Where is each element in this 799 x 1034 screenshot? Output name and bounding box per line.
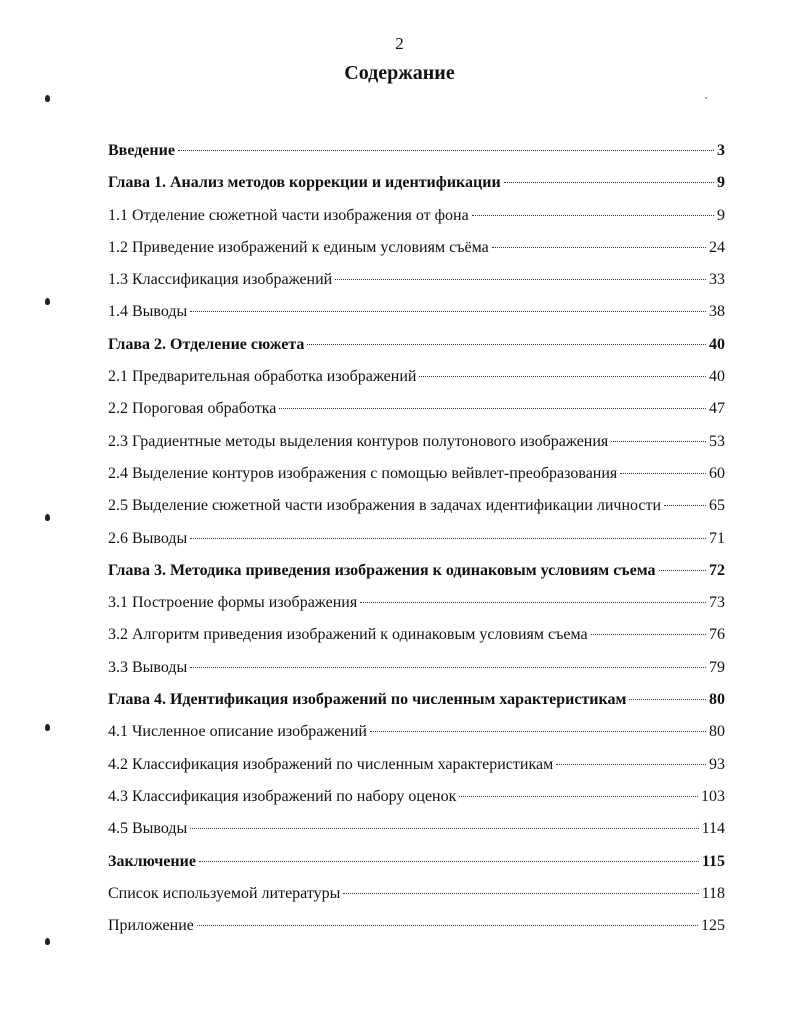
toc-entry-label: Заключение (108, 852, 196, 870)
toc-entry-label: 3.2 Алгоритм приведения изображений к одинаковым условиям съема (108, 626, 588, 644)
toc-entry (108, 267, 725, 299)
toc-entry-page: 76 (709, 626, 725, 644)
toc-entry (108, 429, 725, 461)
toc-entry (108, 881, 725, 913)
toc-entry (108, 719, 725, 751)
dot-leader (659, 570, 706, 571)
toc-entry-label: 4.3 Классификация изображений по набору оценок (108, 787, 457, 805)
toc-entry-label: 3.3 Выводы (108, 658, 188, 676)
toc-entry-page: 72 (709, 561, 725, 579)
dot-leader (335, 279, 706, 280)
dot-leader (190, 538, 706, 539)
toc-entry-page: 103 (701, 787, 725, 805)
toc-entry-label: Глава 2. Отделение сюжета (108, 335, 305, 353)
dot-leader (472, 215, 714, 216)
toc-entry-label: 4.1 Численное описание изображений (108, 723, 367, 741)
toc-entry-label: 1.2 Приведение изображений к единым условиям съёма (108, 238, 489, 256)
toc-entry (108, 687, 725, 719)
toc-entry-page: 40 (709, 368, 725, 386)
dot-leader (504, 182, 714, 183)
dot-leader (307, 344, 706, 345)
toc-entry-label: 2.1 Предварительная обработка изображений (108, 368, 417, 386)
toc-entry-label: 2.6 Выводы (108, 529, 188, 547)
toc-entry-label: 1.1 Отделение сюжетной части изображения от фона (108, 206, 469, 224)
toc-entry-page: 125 (701, 917, 725, 935)
toc-entry (108, 493, 725, 525)
toc-entry-label: Введение (108, 142, 175, 159)
toc-entry-label: 4.2 Классификация изображений по численным характеристикам (108, 755, 554, 773)
toc-entry (108, 203, 725, 235)
scan-speck (705, 97, 707, 99)
toc-entry-label: Приложение (108, 917, 194, 935)
dot-leader (197, 925, 698, 926)
toc-entry (108, 849, 725, 881)
dot-leader (556, 764, 706, 765)
toc-entry-page: 80 (709, 691, 725, 709)
toc-entry-page: 9 (717, 174, 725, 192)
toc-entry (108, 138, 725, 170)
dot-leader (190, 828, 698, 829)
dot-leader (591, 634, 706, 635)
dot-leader (370, 731, 706, 732)
page-number: 2 (395, 34, 404, 53)
dot-leader (190, 667, 706, 668)
toc-entry-page: 71 (709, 529, 725, 547)
margin-mark (45, 514, 50, 521)
toc-entry-page: 60 (709, 464, 725, 482)
toc-entry-label: 2.3 Градиентные методы выделения контуров полутонового изображения (108, 432, 609, 450)
dot-leader (279, 408, 706, 409)
dot-leader (492, 247, 706, 248)
margin-mark (45, 724, 50, 731)
toc-entry (108, 461, 725, 493)
toc-entry (108, 655, 725, 687)
toc-entry-label: Глава 1. Анализ методов коррекции и идентификации (108, 174, 501, 192)
toc-entry-page: 79 (709, 658, 725, 676)
toc-entry-page: 47 (709, 400, 725, 418)
dot-leader (629, 699, 706, 700)
toc-entry (108, 364, 725, 396)
toc-entry-label: 1.4 Выводы (108, 303, 188, 321)
toc-entry-label: Глава 3. Методика приведения изображения к одинаковым условиям съема (108, 561, 656, 579)
toc-entry (108, 784, 725, 816)
dot-leader (620, 473, 706, 474)
dot-leader (611, 441, 706, 442)
toc-entry-page: 93 (709, 755, 725, 773)
toc-entry-page: 33 (709, 271, 725, 289)
toc-entry-page: 80 (709, 723, 725, 741)
toc-entry-page: 65 (709, 497, 725, 515)
toc-entry (108, 170, 725, 202)
toc-entry (108, 396, 725, 428)
dot-leader (664, 505, 706, 506)
margin-mark (45, 95, 50, 102)
dot-leader (343, 893, 698, 894)
toc-entry-label: 2.2 Пороговая обработка (108, 400, 277, 418)
toc-entry-label: 2.5 Выделение сюжетной части изображения в задачах идентификации личности (108, 497, 662, 515)
toc-entry-page: 38 (709, 303, 725, 321)
toc-entry (108, 752, 725, 784)
toc-entry-label: 3.1 Построение формы изображения (108, 594, 358, 612)
toc-entry (108, 526, 725, 558)
margin-mark (45, 298, 50, 305)
dot-leader (199, 861, 699, 862)
toc-entry (108, 913, 725, 945)
toc-entry (108, 590, 725, 622)
toc-entry (108, 332, 725, 364)
toc-entry-label: Глава 4. Идентификация изображений по численным характеристикам (108, 691, 627, 709)
toc-entry-page: 118 (701, 884, 725, 902)
toc-entry-page: 40 (709, 335, 725, 353)
toc-entry (108, 558, 725, 590)
dot-leader (178, 150, 714, 151)
toc-entry-page: 115 (701, 852, 725, 870)
toc-entry-page: 114 (701, 820, 725, 838)
toc-entry-label: 2.4 Выделение контуров изображения с помощью вейвлет-преобразования (108, 464, 618, 482)
toc-entry (108, 299, 725, 331)
toc-entry (108, 235, 725, 267)
page-title: Содержание (344, 62, 455, 84)
toc-entry-page: 3 (717, 142, 725, 159)
table-of-contents (108, 138, 725, 945)
toc-entry (108, 622, 725, 654)
toc-entry (108, 816, 725, 848)
margin-mark (45, 938, 50, 945)
toc-entry-label: Список используемой литературы (108, 884, 341, 902)
dot-leader (360, 602, 706, 603)
toc-entry-page: 9 (717, 206, 725, 224)
dot-leader (190, 311, 706, 312)
toc-entry-page: 24 (709, 238, 725, 256)
toc-entry-label: 4.5 Выводы (108, 820, 188, 838)
toc-entry-page: 73 (709, 594, 725, 612)
toc-entry-label: 1.3 Классификация изображений (108, 271, 333, 289)
toc-entry-page: 53 (709, 432, 725, 450)
dot-leader (459, 796, 698, 797)
dot-leader (419, 376, 706, 377)
